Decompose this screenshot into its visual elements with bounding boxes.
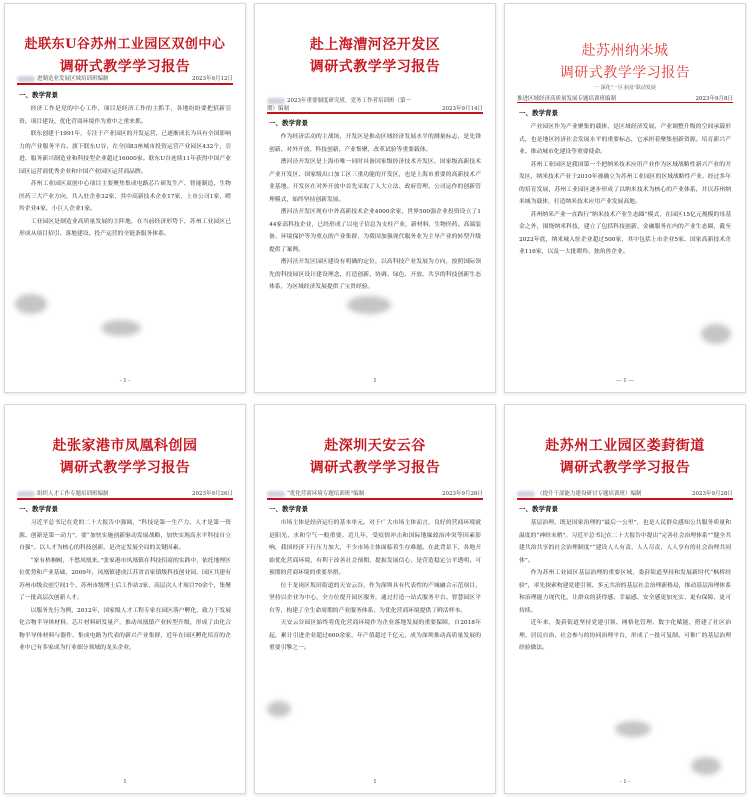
report-subtitle: 一 深化“一区多园”联动发展	[594, 85, 656, 91]
redaction-blur	[347, 296, 391, 314]
report-meta	[17, 489, 233, 497]
body-paragraph: 作为经济活动的主战场，开发区是推动区域经济发展水平的测量标志，是先锋创新、对外开放、科技创新、产业集聚、改革试验等重要载体。	[269, 134, 481, 153]
report-body	[269, 517, 481, 771]
page-number: 1	[123, 779, 127, 785]
body-paragraph: 漕河泾开发区是上海市唯一同时具备国家级经济技术开发区、国家级高新技术产业开发区、国家级出口加工区三重功能的开发区，也是上海市重要的高新技术产业基地。开发区在对外开放中首先采取了人大立法、政府管理、公司运作的创新管理模式，始终坚持创新发展。	[269, 159, 481, 203]
section-heading: 一、教学背景	[19, 91, 58, 99]
section-heading: 一、教学背景	[269, 505, 308, 513]
report-title-line-2: 调研式教学学习报告	[309, 59, 441, 75]
report-title	[505, 40, 745, 84]
page-number: — 1 —	[616, 378, 634, 384]
report-title-line-2: 调研式教学学习报告	[309, 460, 441, 476]
report-meta	[517, 489, 733, 497]
body-paragraph: 市场主体是经济运行的基本单元。对于广大市场主体而言，良好的营商环境就是阳光、水和空气一般重要。近几年，受疫情冲击和国际地缘政治冲突等因素影响，我国经济下行压力加大，不少市场主体面临着生存难题。在此背景下，各地开始优化营商环境，有利于改善社会预期、提振发展信心，是营造稳定公平透明、可预期的营商环境的重要举措。	[269, 520, 481, 576]
body-paragraph: 工业园区是制造业高质量发展的主阵地，在当前经济形势下，苏州工业园区已形成从项目招引、落地建设、投产运营的全链条服务体系。	[19, 218, 231, 237]
report-page-2[interactable]	[254, 3, 496, 393]
report-issuer: 组织人才工作专题培训班编制	[37, 491, 109, 497]
body-paragraph: 产业园区作为产业聚集的载体，是区域经济发展、产业调整升级的空间承载形式，也是地区经济社会发展水平的重要标志，它承担着聚集创新资源、培育新兴产业、推动城市化建设等重要使命。	[519, 124, 731, 155]
report-date: 2023年9月28日	[692, 491, 733, 497]
report-title-line-1: 赴苏州纳米城	[581, 43, 669, 59]
report-title	[5, 435, 245, 479]
report-issuer: “优化营商环境专题培训班”编制	[287, 491, 365, 497]
body-paragraph: 苏州工业园区是我国第一个把纳米技术应用产业作为区域战略性新兴产业的开发区，纳米技术产业于2010年被确立为苏州工业园区的区域战略性产业。经过多年的培育发展，苏州工业园区逐步形成了以纳米技术为核心的产业体系，并以苏州纳米城为载体，打造纳米技术应用产业发展高地。	[519, 161, 731, 205]
body-paragraph: 以服务先行为例，2012年，国家级人才工程专家在园区落户孵化，致力于发展化合物半导体材料，芯片材料研发量产，推动凤凰镇产业转型升级，形成了由化合物半导体材料与器件、集成电路为代表的新兴产业集群，近年在园区孵化培育的企业中已有多家成为行业细分领域的龙头企业。	[19, 607, 231, 651]
report-page-4[interactable]	[4, 404, 246, 794]
redacted-mark	[267, 98, 285, 104]
page-number: 1	[373, 779, 377, 785]
body-paragraph: 基层治理，既是国家治理的“最后一公里”，也是人民群众感知公共服务质量和温度的“神经末梢”。习近平总书记在二十大报告中提出“完善社会治理体系”“健全共建共治共享的社会治理制度”“建设人人有责、人人尽责、人人享有的社会治理共同体”。	[519, 520, 731, 564]
report-title	[505, 435, 745, 479]
page-number: - 1 -	[119, 378, 131, 384]
redaction-blur	[15, 294, 47, 314]
report-meta	[267, 96, 483, 112]
report-title-line-1: 赴深圳天安云谷	[324, 438, 426, 454]
report-date: 2023年9月12日	[192, 76, 233, 82]
page-number: 1	[373, 378, 377, 384]
red-divider	[267, 498, 483, 500]
redacted-mark	[267, 491, 285, 497]
body-paragraph: 苏州纳米产业一直践行“纳米技术产业生态圈”模式，在园区15亿元规模的母基金之外，围绕纳米科技，建立了包括科技创新、金融服务在内的产业生态圈，截至2022年底，纳米城入驻企业超过500家，其中包括上市企业5家、国家高新技术企业116家，以及一大批瞪羚、独角兽企业。	[519, 211, 731, 255]
report-page-1[interactable]	[4, 3, 246, 393]
red-divider	[517, 498, 733, 500]
report-issuer: 2023年重要制度研究班，党务工作者培训班（第一期）编制	[267, 98, 411, 112]
redacted-mark	[17, 491, 35, 497]
redacted-mark	[17, 76, 35, 82]
report-body	[19, 517, 231, 771]
body-paragraph: 漕河泾开发区园区建设有明确的定位，以高科技产业发展为方向，按照国际领先的科技园区设计建设理念，打造创新、协调、绿色、开放、共享的科技创新生态体系，为区域经济发展提供了宝贵经验。	[269, 259, 481, 290]
report-date: 2023年9月26日	[442, 491, 483, 497]
report-title	[255, 34, 495, 78]
report-title	[255, 435, 495, 479]
report-title-line-1: 赴苏州工业园区娄葑街道	[545, 438, 705, 454]
body-paragraph: 漕河泾开发区现有中外高新技术企业4000余家，世界500强企业投资设立了144家高科技企业，已经形成了以电子信息为支柱产业，新材料、生物医药、高端装备、环境保护等为重点的产业集群，为我国加强现代服务业为主导产业的转型升级提供了案例。	[269, 209, 481, 253]
report-title-line-2: 调研式教学学习报告	[559, 65, 691, 81]
report-page-3[interactable]	[504, 3, 746, 393]
report-body	[269, 131, 481, 371]
report-date: 2023年9月26日	[192, 491, 233, 497]
report-issuer: 进制造业发展区域培训班编制	[37, 76, 109, 82]
report-date: 2023年9月14日	[442, 106, 483, 112]
body-paragraph: 苏州工业园区双创中心项目主要聚焦集成电路芯片研发生产、智能制造、生物医药三大产业方向，共入驻企业32家，其中高新技术企业17家，上市公司1家，瞪羚企业4家，小巨人企业1家。	[19, 181, 231, 212]
redaction-blur	[691, 757, 721, 775]
body-paragraph: 天安云谷园区始终将优化营商环境作为企业落地发展的重要保障，自2018年起，累计引进企业超过600余家，年产值超过千亿元，成为深圳推动高质量发展的重要引擎之一。	[269, 620, 481, 651]
report-title-line-2: 调研式教学学习报告	[559, 460, 691, 476]
redaction-blur	[267, 701, 291, 717]
report-title-line-1: 赴张家港市凤凰科创园	[52, 438, 198, 454]
report-title	[5, 34, 245, 78]
section-heading: 一、教学背景	[269, 119, 308, 127]
section-heading: 一、教学背景	[519, 109, 558, 117]
report-date: 2023年9月8日	[695, 96, 733, 102]
red-divider	[17, 498, 233, 500]
redaction-blur	[615, 721, 651, 737]
report-title-line-1: 赴上海漕河泾开发区	[309, 37, 441, 53]
body-paragraph: 习近平总书记在党的二十大报告中强调，“科技是第一生产力、人才是第一资源、创新是第一动力”，要“加快实施创新驱动发展战略，加快实现高水平科技自立自强”。以人才为核心的科技创新，是决定发展全局的关键因素。	[19, 520, 231, 551]
body-paragraph: 作为苏州工业园区基层治理的重要区域，娄葑街道坚持和发展新时代“枫桥经验”，率先探索构建党建引领、多元共治的基层社会治理新格局，推动基层治理体系和治理能力现代化，让群众的获得感、幸福感、安全感更加充实、更有保障、更可持续。	[519, 570, 731, 614]
red-divider	[17, 83, 233, 85]
report-issuer: 推进区域经济高质量发展专题培训班编制	[517, 96, 617, 102]
section-heading: 一、教学背景	[19, 505, 58, 513]
section-heading: 一、教学背景	[519, 505, 558, 513]
redaction-blur	[701, 324, 731, 344]
report-meta	[267, 489, 483, 497]
red-divider	[517, 102, 733, 103]
report-title-line-2: 调研式教学学习报告	[59, 59, 191, 75]
report-body	[519, 121, 731, 367]
redacted-mark	[517, 491, 535, 497]
report-title-line-1: 赴联东U谷苏州工业园区双创中心	[24, 37, 226, 52]
body-paragraph: 位于龙岗区坂田街道的天安云谷，作为深圳具有代表性的产城融合示范项目，坚持以企业为中心，全方位提升园区服务，通过打造一站式服务平台、智慧园区平台等，构建了全生命周期的产业服务体系，为优化营商环境提供了鲜活样本。	[269, 582, 481, 614]
report-meta	[17, 74, 233, 82]
body-paragraph: 经济工作是党的中心工作，项目是经济工作的主抓手，各地纷纷要把招新引资、项目建设、优化营商环境作为重中之重来抓。	[19, 106, 231, 125]
body-paragraph: “家有梧桐树，不愁凤凰来。”张家港市凤凰镇在科技招商的实践中，依托地理区位优势和产业基础，2009年，凤凰镇建成江苏省首家镇级科技创业园，园区共建有苏州市级众创空间1个、苏州市级博士后工作站3家、高层次人才项目70余个，集聚了一批高层次创新人才。	[19, 557, 231, 601]
body-paragraph: 近年来，娄葑街道坚持党建引领、网格化管理、数字化赋能，搭建了社区治理、居民自治、社会参与的协同治理平台，形成了一批可复制、可推广的基层治理经验做法。	[519, 620, 731, 651]
report-page-6[interactable]	[504, 404, 746, 794]
report-issuer: （提升干部能力建设研讨专题培训班）编制	[537, 491, 642, 497]
red-divider	[267, 112, 483, 114]
report-title-line-2: 调研式教学学习报告	[59, 460, 191, 476]
report-page-5[interactable]	[254, 404, 496, 794]
report-meta	[517, 94, 733, 102]
body-paragraph: 联东创建于1991年，专注于产业园区的开发运营，已逐渐成长为具有全国影响力的产业服务平台。旗下联东U谷，在全国83座城市投资运营产业园区432个，引进、服务新兴制造业和科技型企业超过16000家。联东U谷连续11年获得中国产业园区运营商优秀企业和中国产业园区运营商品牌。	[19, 131, 231, 175]
page-number: - 1 -	[619, 779, 631, 785]
redaction-blur	[101, 320, 141, 336]
